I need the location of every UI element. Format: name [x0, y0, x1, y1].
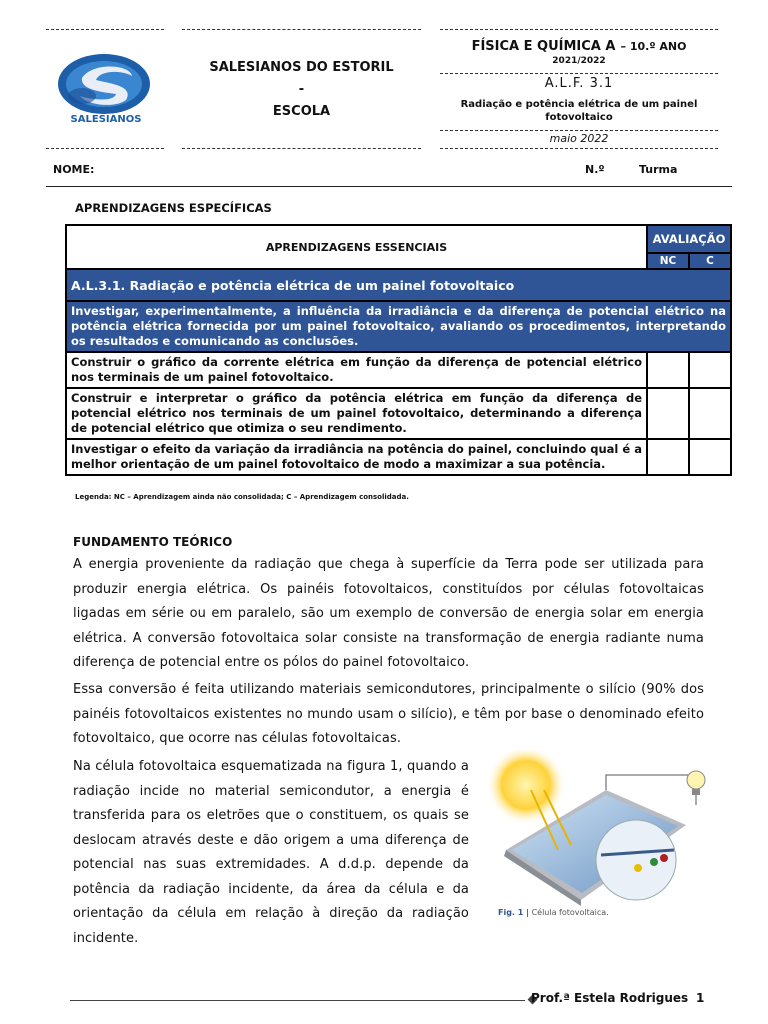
col-c-header: C: [689, 253, 731, 269]
pv-cell-illustration: [486, 750, 729, 925]
activity-code: A.L.F. 3.1: [544, 76, 614, 91]
criterion-2-c-cell[interactable]: [689, 388, 731, 439]
col-evaluation-header: AVALIAÇÃO: [647, 225, 731, 253]
class-label: Turma: [639, 163, 678, 176]
criterion-3-c-cell[interactable]: [689, 439, 731, 475]
header-rule: [182, 29, 421, 30]
figure-caption-label: Fig. 1 |: [498, 908, 530, 917]
name-underline: [46, 186, 732, 187]
year-level: – 10.º ANO: [620, 40, 687, 53]
footer-author: Prof.ª Estela Rodrigues: [531, 991, 689, 1005]
school-year: 2021/2022: [552, 56, 606, 66]
header-rule: [440, 148, 718, 149]
footer-rule: [70, 1000, 525, 1001]
activity-date: maio 2022: [549, 132, 609, 145]
criterion-2-nc-cell[interactable]: [647, 388, 689, 439]
theory-paragraph-3: Na célula fotovoltaica esquematizada na figura 1, quando a radiação incide no material semicondutor, a energia é transferida para os eletrões que o constituem, os quais se deslocam através deste e dão origem a uma diferença de potencial nas suas extremidades. A d.d.p. depende da potência da radiação incidente, da área da célula e da orientação da célula em relação à direção da radiação incidente.: [73, 759, 469, 946]
theory-paragraph-1: A energia proveniente da radiação que chega à superfície da Terra pode ser utilizada para produzir energia elétrica. Os painéis fotovoltaicos, constituídos por células fotovoltaicas ligadas em série ou em paralelo, são um exemplo de conversão de energia solar em energia elétrica. A conversão fotovoltaica solar consiste na transformação de energia radiante numa diferença de potencial entre os pólos do painel fotovoltaico.: [73, 557, 704, 670]
header-rule: [440, 29, 718, 30]
school-name-line1: SALESIANOS DO ESTORIL: [209, 60, 394, 75]
section-title-learning: APRENDIZAGENS ESPECÍFICAS: [75, 201, 272, 215]
logo-text-salesianos: SALESIANOS: [70, 114, 142, 125]
figure-pv-cell: [486, 750, 729, 925]
col-essential-header: APRENDIZAGENS ESSENCIAIS: [66, 225, 647, 269]
header-rule: [440, 130, 718, 131]
number-label: N.º: [585, 163, 605, 176]
name-label: NOME:: [53, 163, 95, 176]
theory-paragraph-2: Essa conversão é feita utilizando materiais semicondutores, principalmente o silício (90% dos painéis fotovoltaicos existentes no mundo usam o silício), e têm por base o denominado efeito fotovoltaico, que ocorre nas células fotovoltaicas.: [73, 682, 704, 746]
activity-title: Radiação e potência elétrica de um painel fotovoltaico: [460, 99, 698, 123]
school-logo: [52, 44, 160, 132]
al-description-row: Investigar, experimentalmente, a influência da irradiância e da diferença de potencial elétrico na potência elétrica fornecida por um painel fotovoltaico, avaliando os procedimentos, interpretando os resultados e comunicando as conclusões.: [66, 301, 731, 352]
criterion-2: Construir e interpretar o gráfico da potência elétrica em função da diferença de potencial elétrico nos terminais de um painel fotovoltaico, determinando a diferença de potencial elétrico que otimiza o seu rendimento.: [66, 388, 647, 439]
figure-caption-text: Célula fotovoltaica.: [531, 908, 609, 917]
school-name-line2: ESCOLA: [272, 104, 331, 119]
learning-table: [65, 224, 732, 476]
figure-caption: [498, 908, 609, 917]
criterion-1-c-cell[interactable]: [689, 352, 731, 388]
header-rule: [46, 29, 164, 30]
col-nc-header: NC: [647, 253, 689, 269]
section-title-theory: FUNDAMENTO TEÓRICO: [73, 535, 233, 549]
school-name: [182, 57, 421, 123]
subject-title: [440, 35, 718, 54]
criterion-1: Construir o gráfico da corrente elétrica em função da diferença de potencial elétrico nos terminais de um painel fotovoltaico.: [66, 352, 647, 388]
al-title-row: A.L.3.1. Radiação e potência elétrica de um painel fotovoltaico: [66, 269, 731, 301]
table-legend: Legenda: NC – Aprendizagem ainda não consolidada; C – Aprendizagem consolidada.: [75, 493, 409, 501]
header-rule: [46, 148, 164, 149]
logo-text-foundation: Fundação: [89, 106, 123, 114]
header-rule: [182, 148, 421, 149]
page-number: 1: [696, 991, 705, 1005]
subject-name: FÍSICA E QUÍMICA A: [471, 39, 616, 54]
header-rule: [440, 73, 718, 74]
school-name-dash: -: [298, 82, 305, 97]
criterion-3: Investigar o efeito da variação da irradiância na potência do painel, concluindo qual é a melhor orientação de um painel fotovoltaico de modo a maximizar a sua potência.: [66, 439, 647, 475]
criterion-3-nc-cell[interactable]: [647, 439, 689, 475]
criterion-1-nc-cell[interactable]: [647, 352, 689, 388]
